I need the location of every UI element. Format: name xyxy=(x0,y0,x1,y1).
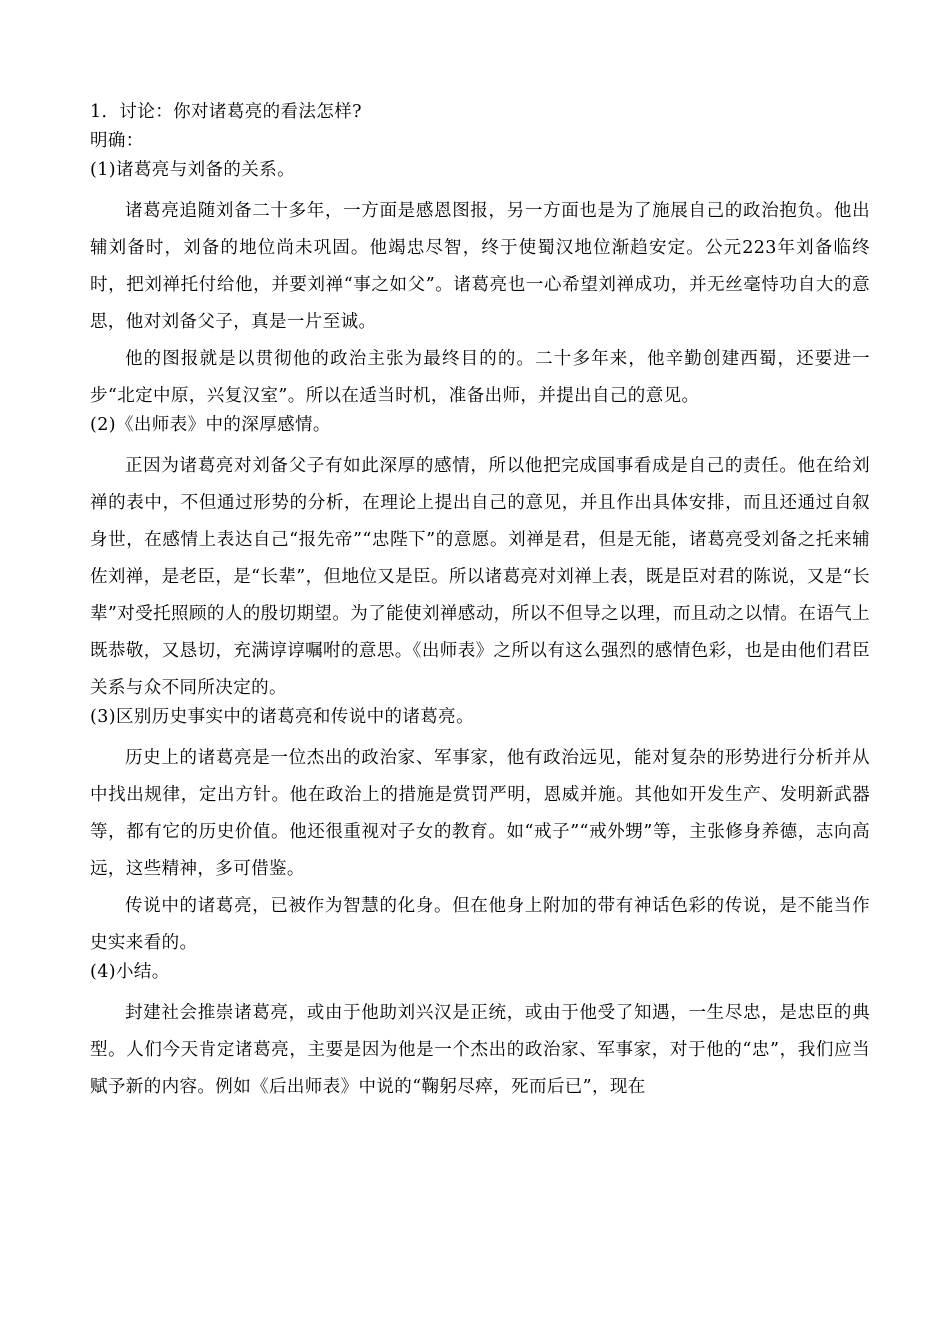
section-heading-1: (1)诸葛亮与刘备的关系。 xyxy=(90,160,295,180)
section-1-paragraph-2: 他的图报就是以贯彻他的政治主张为最终目的的。二十多年来，他辛勤创建西蜀，还要进一步“北定中原，兴复汉室”。所以在适当时机，准备出师，并提出自己的意见。 xyxy=(90,349,870,406)
section-2-paragraph-1: 正因为诸葛亮对刘备父子有如此深厚的感情，所以他把完成国事看成是自己的责任。他在给刘禅的表中，不但通过形势的分析，在理论上提出自己的意见，并且作出具体安排，而且还通过自叙身世，在感情上表达自己“报先帝”“忠陛下”的意愿。刘禅是君，但是无能，诸葛亮受刘备之托来辅佐刘禅，是老臣，是“长辈”，但地位又是臣。所以诸葛亮对刘禅上表，既是臣对君的陈说，又是“长辈”对受托照顾的人的殷切期望。为了能使刘禅感动，所以不但导之以理，而且动之以情。在语气上既恭敬，又恳切，充满谆谆嘱咐的意思。《出师表》之所以有这么强烈的感情色彩，也是由他们君臣关系与众不同所决定的。 xyxy=(90,456,870,698)
discussion-question: 1．讨论：你对诸葛亮的看法怎样? xyxy=(90,102,362,122)
document-body xyxy=(90,98,870,1106)
section-heading-3: (3)区别历史事实中的诸葛亮和传说中的诸葛亮。 xyxy=(90,707,474,727)
answer-label: 明确： xyxy=(90,131,144,151)
section-heading-2: (2)《出师表》中的深厚感情。 xyxy=(90,415,331,435)
section-3-paragraph-1: 历史上的诸葛亮是一位杰出的政治家、军事家，他有政治远见，能对复杂的形势进行分析并从中找出规律，定出方针。他在政治上的措施是赏罚严明，恩威并施。其他如开发生产、发明新武器等，都有它的历史价值。他还很重视对子女的教育。如“戒子”“戒外甥”等，主张修身养德，志向高远，这些精神，多可借鉴。 xyxy=(90,748,870,879)
section-heading-4: (4)小结。 xyxy=(90,962,170,982)
section-1-paragraph-1: 诸葛亮追随刘备二十多年，一方面是感恩图报，另一方面也是为了施展自己的政治抱负。他出辅刘备时，刘备的地位尚未巩固。他竭忠尽智，终于使蜀汉地位渐趋安定。公元223年刘备临终时，把刘禅托付给他，并要刘禅“事之如父”。诸葛亮也一心希望刘禅成功，并无丝毫恃功自大的意思，他对刘备父子，真是一片至诚。 xyxy=(90,201,870,332)
section-3-paragraph-2: 传说中的诸葛亮，已被作为智慧的化身。但在他身上附加的带有神话色彩的传说，是不能当作史实来看的。 xyxy=(90,896,870,953)
section-4-paragraph-1: 封建社会推崇诸葛亮，或由于他助刘兴汉是正统，或由于他受了知遇，一生尽忠，是忠臣的典型。人们今天肯定诸葛亮，主要是因为他是一个杰出的政治家、军事家，对于他的“忠”，我们应当赋予新的内容。例如《后出师表》中说的“鞠躬尽瘁，死而后已”，现在 xyxy=(90,1003,870,1097)
